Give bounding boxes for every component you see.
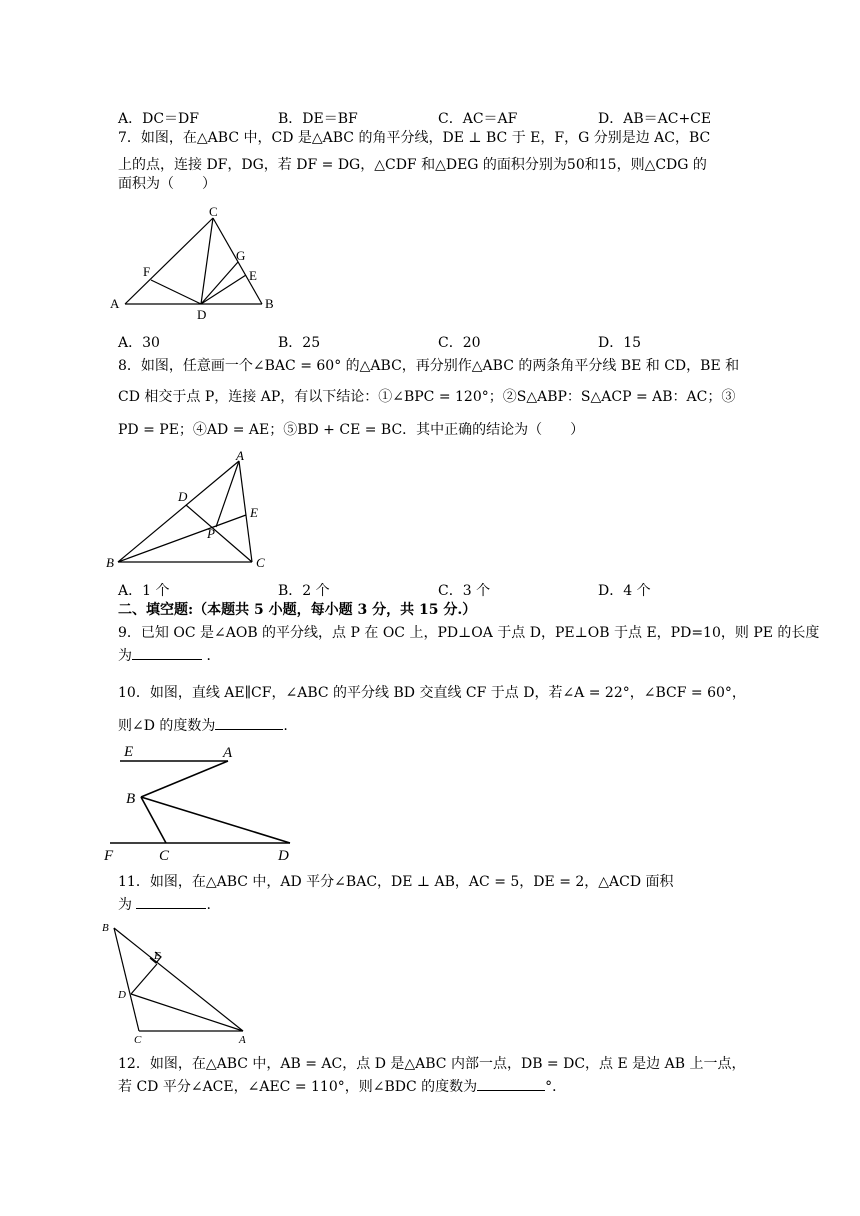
q6-option-d: D．AB＝AC+CE bbox=[598, 111, 712, 127]
q8-label-d: D bbox=[178, 489, 188, 504]
q10-label-c: C bbox=[159, 848, 170, 864]
q11-answer-blank[interactable] bbox=[136, 908, 206, 909]
q8-label-b: B bbox=[106, 555, 114, 570]
q8-option-b: B．2 个 bbox=[278, 583, 330, 599]
q7-option-c: C．20 bbox=[438, 335, 481, 351]
q10-label-a: A bbox=[223, 745, 233, 761]
q10-text-line2 bbox=[118, 716, 288, 736]
q8-label-p: P bbox=[207, 526, 215, 541]
q7-label-d: D bbox=[197, 307, 207, 322]
q12-text-line1: 12．如图，在△ABC 中，AB = AC，点 D 是△ABC 内部一点，DB = DC，点 E 是边 AB 上一点， bbox=[118, 1056, 746, 1072]
q7-option-a: A．30 bbox=[118, 335, 160, 351]
q7-label-b: B bbox=[265, 296, 274, 311]
q7-option-b: B．25 bbox=[278, 335, 321, 351]
q11-prefix: 为 bbox=[118, 897, 132, 913]
q12-answer-blank[interactable] bbox=[477, 1090, 545, 1091]
q6-option-b: B．DE＝BF bbox=[278, 111, 358, 127]
q11-suffix: . bbox=[206, 897, 211, 913]
q10-label-d: D bbox=[278, 848, 289, 864]
q11-label-e: E bbox=[154, 950, 161, 962]
q7-label-a: A bbox=[110, 296, 120, 311]
q8-label-e: E bbox=[250, 505, 258, 520]
section-title: 二、填空题:（本题共 5 小题，每小题 3 分，共 15 分.） bbox=[118, 602, 477, 618]
q10-answer-blank[interactable] bbox=[215, 729, 283, 730]
q10-label-f: F bbox=[104, 848, 114, 864]
q12-prefix: 若 CD 平分∠ACE，∠AEC = 110°，则∠BDC 的度数为 bbox=[118, 1079, 478, 1095]
q11-label-b: B bbox=[102, 922, 109, 934]
q11-label-d: D bbox=[118, 989, 126, 1001]
q11-label-a: A bbox=[239, 1034, 246, 1046]
q10-prefix: 则∠D 的度数为 bbox=[118, 718, 216, 734]
q7-text-line3: 面积为（ ） bbox=[118, 176, 216, 192]
q7-options bbox=[118, 332, 758, 352]
q6-option-a: A．DC＝DF bbox=[118, 111, 199, 127]
q8-option-c: C．3 个 bbox=[438, 583, 491, 599]
q9-answer-blank[interactable] bbox=[132, 659, 202, 660]
q11-text-line2 bbox=[118, 895, 211, 915]
q8-label-a: A bbox=[236, 448, 244, 463]
q11-label-c: C bbox=[134, 1034, 142, 1046]
q6-options bbox=[118, 108, 758, 128]
q8-options bbox=[118, 580, 758, 600]
q9-text-line2 bbox=[118, 646, 220, 666]
q7-label-f: F bbox=[143, 264, 151, 279]
q8-option-a: A．1 个 bbox=[118, 583, 170, 599]
q8-text-line2: CD 相交于点 P，连接 AP，有以下结论：①∠BPC = 120°；②S△ABP：S△ACP = AB：AC；③ bbox=[118, 389, 736, 405]
q7-label-c: C bbox=[209, 204, 218, 219]
q8-text-line3: PD = PE；④AD = AE；⑤BD + CE = BC．其中正确的结论为（ ） bbox=[118, 422, 585, 438]
q6-option-c: C．AC＝AF bbox=[438, 111, 518, 127]
q8-option-d: D．4 个 bbox=[598, 583, 651, 599]
q10-label-b: B bbox=[126, 791, 136, 807]
q8-label-c: C bbox=[256, 555, 265, 570]
q7-label-e: E bbox=[249, 268, 257, 283]
q7-text-line2: 上的点，连接 DF，DG，若 DF = DG，△CDF 和△DEG 的面积分别为50和15，则△CDG 的 bbox=[118, 157, 707, 173]
q7-text-line1: 7．如图，在△ABC 中，CD 是△ABC 的角平分线，DE ⊥ BC 于 E，F，G 分别是边 AC，BC bbox=[118, 130, 711, 146]
q9-prefix: 为 bbox=[118, 648, 132, 664]
q7-label-g: G bbox=[236, 248, 246, 263]
q7-option-d: D．15 bbox=[598, 335, 642, 351]
q11-text-line1: 11．如图，在△ABC 中，AD 平分∠BAC，DE ⊥ AB，AC = 5，DE = 2，△ACD 面积 bbox=[118, 874, 674, 890]
q12-suffix: °． bbox=[545, 1079, 567, 1095]
q10-suffix: . bbox=[283, 718, 288, 734]
q9-text-line1: 9．已知 OC 是∠AOB 的平分线，点 P 在 OC 上，PD⊥OA 于点 D，PE⊥OB 于点 E，PD=10，则 PE 的长度 bbox=[118, 625, 820, 641]
q9-suffix: ． bbox=[206, 648, 221, 664]
q10-text-line1: 10．如图，直线 AE∥CF，∠ABC 的平分线 BD 交直线 CF 于点 D，若∠A = 22°，∠BCF = 60°， bbox=[118, 685, 746, 701]
q10-label-e: E bbox=[124, 744, 134, 760]
q8-text-line1: 8．如图，任意画一个∠BAC = 60° 的△ABC，再分别作△ABC 的两条角平分线 BE 和 CD，BE 和 bbox=[118, 358, 740, 374]
q12-text-line2 bbox=[118, 1077, 566, 1097]
